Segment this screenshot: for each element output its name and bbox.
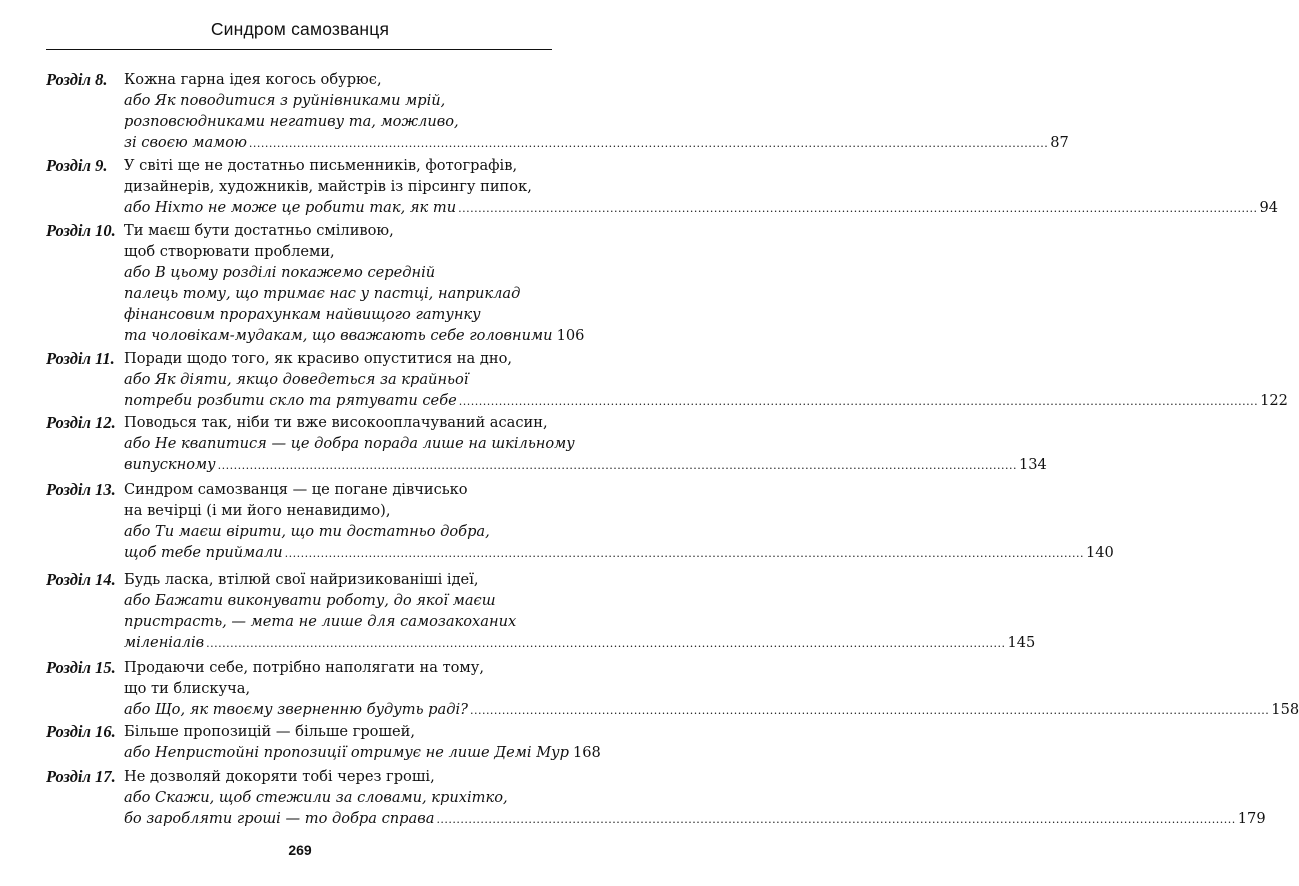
chapter-title-line (124, 699, 1299, 720)
chapter-title-line (124, 632, 1036, 653)
dot-leader: ........................................................................................................................................................................................................ (458, 395, 1259, 408)
chapter-title-line: Кожна гарна ідея когось обурює, (124, 71, 382, 88)
chapter-label: Розділ 17. (46, 767, 116, 786)
page-number: 269 (288, 842, 312, 858)
chapter-title (124, 766, 1266, 829)
header-rule (46, 49, 552, 50)
chapter-title-line (124, 132, 1069, 153)
chapter-title-line (124, 390, 1288, 411)
page-reference: 140 (1085, 544, 1114, 561)
chapter-label: Розділ 15. (46, 658, 116, 677)
chapter-title-line: Більше пропозицій — більше грошей, (124, 723, 416, 740)
chapter-title-line: або Як поводитися з руйнівниками мрій, (124, 92, 446, 109)
chapter-label: Розділ 11. (46, 349, 115, 368)
chapter-title-line: або Як діяти, якщо доведеться за крайньої (124, 371, 469, 388)
chapter-title-text: або Що, як твоєму зверненню будуть раді? (124, 701, 468, 718)
running-header: Синдром самозванця (210, 19, 390, 39)
chapter-title (124, 569, 1036, 653)
chapter-label: Розділ 8. (46, 70, 108, 89)
chapter-title-line: Продаючи себе, потрібно наполягати на тому, (124, 659, 485, 676)
dot-leader: ........................................................................................................................................................................................................ (217, 459, 1017, 472)
dot-leader: ........................................................................................................................................................................................................ (284, 547, 1084, 560)
chapter-title-line: що ти блискуча, (124, 680, 251, 697)
page-reference: 94 (1259, 199, 1279, 216)
chapter-title-line: розповсюдниками негативу та, можливо, (124, 113, 459, 130)
chapter-title-text: випускному (124, 456, 216, 473)
page-reference: 87 (1050, 134, 1069, 151)
chapter-title-line: або Бажати виконувати роботу, до якої маєш (124, 592, 496, 609)
chapter-title-line: Не дозволяй докоряти тобі через гроші, (124, 768, 435, 785)
chapter-title (124, 348, 1288, 411)
dot-leader: ........................................................................................................................................................................................................ (248, 137, 1049, 150)
chapter-title-text: потреби розбити скло та рятувати себе (124, 392, 457, 409)
chapter-title-text: та чоловікам-мудакам, що вважають себе головними (124, 327, 553, 344)
chapter-title-text: бо заробляти гроші — то добра справа (124, 810, 435, 827)
chapter-title-line: палець тому, що тримає нас у пастці, наприклад (124, 285, 521, 302)
page-reference: 168 (572, 744, 601, 761)
dot-leader: ........................................................................................................................................................................................................ (458, 202, 1258, 215)
chapter-title-line (124, 742, 601, 763)
chapter-title-line: Поводься так, ніби ти вже високооплачуваний асасин, (124, 414, 548, 431)
chapter-title-line (124, 197, 1279, 218)
chapter-title-line: або Скажи, щоб стежили за словами, крихітко, (124, 789, 508, 806)
chapter-title-text: або Непристойні пропозиції отримує не лише Демі Мур (124, 744, 569, 761)
chapter-label: Розділ 9. (46, 156, 108, 175)
chapter-title-line: пристрасть, — мета не лише для самозакоханих (124, 613, 517, 630)
chapter-label: Розділ 13. (46, 480, 116, 499)
chapter-title-line: щоб створювати проблеми, (124, 243, 335, 260)
chapter-title-line: Ти маєш бути достатньо сміливою, (124, 222, 394, 239)
chapter-label: Розділ 12. (46, 413, 116, 432)
chapter-label: Розділ 16. (46, 722, 116, 741)
chapter-title-line: або Ти маєш вірити, що ти достатньо добра, (124, 523, 490, 540)
chapter-title-line: фінансовим прорахункам найвищого гатунку (124, 306, 481, 323)
chapter-title-line: Будь ласка, втілюй свої найризикованіші ідеї, (124, 571, 479, 588)
chapter-title-line: або В цьому розділі покажемо середній (124, 264, 436, 281)
chapter-title (124, 657, 1299, 720)
chapter-title-line: Поради щодо того, як красиво опуститися на дно, (124, 350, 513, 367)
chapter-title (124, 412, 1047, 475)
chapter-title (124, 721, 601, 763)
chapter-title-line: Синдром самозванця — це погане дівчисько (124, 481, 468, 498)
page-reference: 145 (1007, 634, 1036, 651)
page-reference: 106 (556, 327, 585, 344)
page-reference: 158 (1271, 701, 1299, 718)
page-reference: 179 (1237, 810, 1266, 827)
chapter-title-line: У світі ще не достатньо письменників, фотографів, (124, 157, 518, 174)
dot-leader: ........................................................................................................................................................................................................ (469, 704, 1270, 717)
page-reference: 122 (1260, 392, 1288, 409)
chapter-title-line: на вечірці (і ми його ненавидимо), (124, 502, 391, 519)
dot-leader: ........................................................................................................................................................................................................ (436, 813, 1236, 826)
chapter-title-line (124, 325, 585, 346)
dot-leader: ........................................................................................................................................................................................................ (206, 637, 1006, 650)
chapter-label: Розділ 10. (46, 221, 116, 240)
chapter-title-text: міленіалів (124, 634, 205, 651)
chapter-title-line (124, 542, 1114, 563)
page-reference: 134 (1018, 456, 1047, 473)
chapter-title-line: дизайнерів, художників, майстрів із пірсингу пипок, (124, 178, 532, 195)
chapter-title-line (124, 454, 1047, 475)
chapter-title (124, 220, 585, 346)
chapter-title-text: зі своєю мамою (124, 134, 247, 151)
chapter-title-text: або Ніхто не може це робити так, як ти (124, 199, 457, 216)
chapter-title (124, 155, 1279, 218)
chapter-title-line (124, 808, 1266, 829)
chapter-title-text: щоб тебе приймали (124, 544, 283, 561)
chapter-title-line: або Не квапитися — це добра порада лише на шкільному (124, 435, 575, 452)
chapter-title (124, 69, 1069, 153)
chapter-title (124, 479, 1114, 563)
chapter-label: Розділ 14. (46, 570, 116, 589)
